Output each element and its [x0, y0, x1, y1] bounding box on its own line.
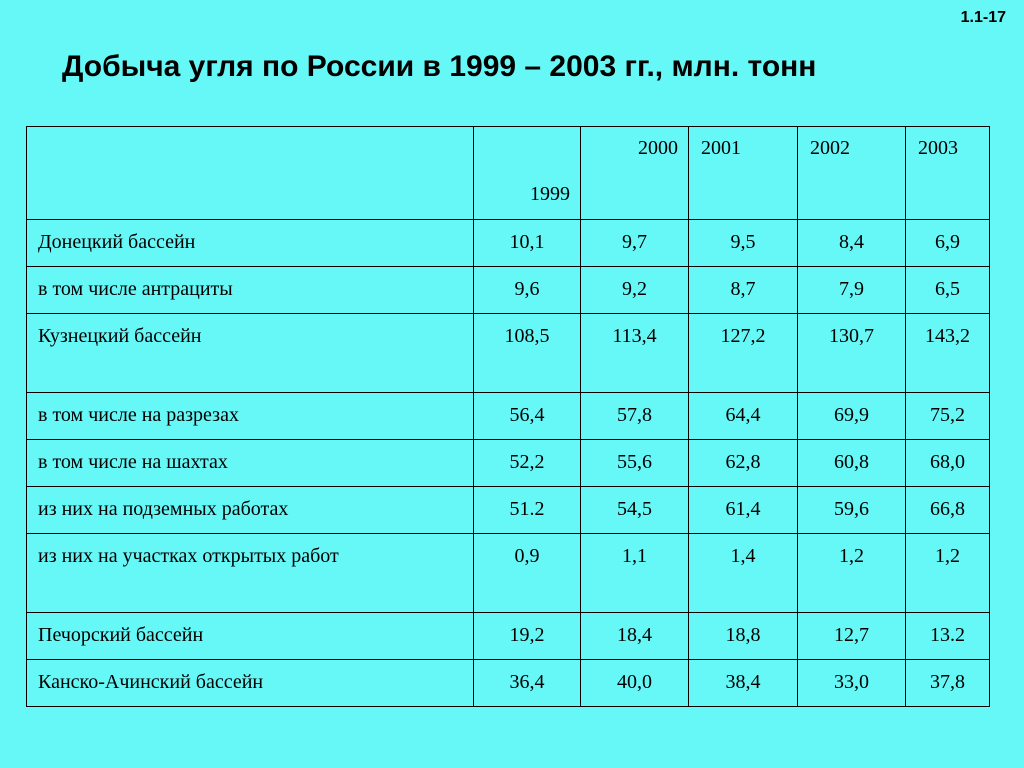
coal-production-table	[26, 126, 990, 707]
cell-value: 7,9	[798, 267, 906, 314]
cell-value: 9,7	[581, 220, 689, 267]
cell-value: 1,4	[689, 534, 798, 613]
cell-value: 9,5	[689, 220, 798, 267]
cell-value: 1,1	[581, 534, 689, 613]
header-year-1999: 1999	[474, 127, 581, 220]
table-row	[27, 220, 990, 267]
cell-value: 59,6	[798, 487, 906, 534]
cell-value: 12,7	[798, 613, 906, 660]
slide-number: 1.1-17	[960, 9, 1006, 26]
cell-value: 51.2	[474, 487, 581, 534]
table-row	[27, 440, 990, 487]
table-header-row	[27, 127, 990, 220]
cell-value: 55,6	[581, 440, 689, 487]
cell-value: 33,0	[798, 660, 906, 707]
table-row	[27, 393, 990, 440]
header-year-2003: 2003	[906, 127, 990, 220]
cell-value: 66,8	[906, 487, 990, 534]
row-label: Печорский бассейн	[27, 613, 474, 660]
table-row	[27, 613, 990, 660]
cell-value: 57,8	[581, 393, 689, 440]
cell-value: 9,6	[474, 267, 581, 314]
cell-value: 61,4	[689, 487, 798, 534]
cell-value: 62,8	[689, 440, 798, 487]
cell-value: 6,9	[906, 220, 990, 267]
row-label: в том числе на шахтах	[27, 440, 474, 487]
table-row	[27, 267, 990, 314]
cell-value: 18,4	[581, 613, 689, 660]
row-label: из них на участках открытых работ	[27, 534, 474, 613]
cell-value: 10,1	[474, 220, 581, 267]
cell-value: 75,2	[906, 393, 990, 440]
row-label: из них на подземных работах	[27, 487, 474, 534]
table-row	[27, 534, 990, 613]
cell-value: 37,8	[906, 660, 990, 707]
cell-value: 8,4	[798, 220, 906, 267]
cell-value: 18,8	[689, 613, 798, 660]
page-title: Добыча угля по России в 1999 – 2003 гг., млн. тонн	[62, 50, 817, 83]
cell-value: 6,5	[906, 267, 990, 314]
cell-value: 52,2	[474, 440, 581, 487]
table-row	[27, 314, 990, 393]
cell-value: 13.2	[906, 613, 990, 660]
cell-value: 1,2	[798, 534, 906, 613]
cell-value: 54,5	[581, 487, 689, 534]
cell-value: 130,7	[798, 314, 906, 393]
cell-value: 9,2	[581, 267, 689, 314]
cell-value: 0,9	[474, 534, 581, 613]
cell-value: 1,2	[906, 534, 990, 613]
header-year-2000: 2000	[581, 127, 689, 220]
cell-value: 19,2	[474, 613, 581, 660]
cell-value: 69,9	[798, 393, 906, 440]
cell-value: 108,5	[474, 314, 581, 393]
cell-value: 56,4	[474, 393, 581, 440]
table-row	[27, 660, 990, 707]
header-year-2002: 2002	[798, 127, 906, 220]
cell-value: 8,7	[689, 267, 798, 314]
cell-value: 40,0	[581, 660, 689, 707]
row-label: в том числе антрациты	[27, 267, 474, 314]
row-label: Кузнецкий бассейн	[27, 314, 474, 393]
row-label: Канско-Ачинский бассейн	[27, 660, 474, 707]
cell-value: 127,2	[689, 314, 798, 393]
cell-value: 38,4	[689, 660, 798, 707]
cell-value: 143,2	[906, 314, 990, 393]
cell-value: 68,0	[906, 440, 990, 487]
row-label: в том числе на разрезах	[27, 393, 474, 440]
cell-value: 60,8	[798, 440, 906, 487]
header-year-2001: 2001	[689, 127, 798, 220]
table-row	[27, 487, 990, 534]
row-label: Донецкий бассейн	[27, 220, 474, 267]
cell-value: 36,4	[474, 660, 581, 707]
cell-value: 113,4	[581, 314, 689, 393]
header-blank-cell	[27, 127, 474, 220]
cell-value: 64,4	[689, 393, 798, 440]
